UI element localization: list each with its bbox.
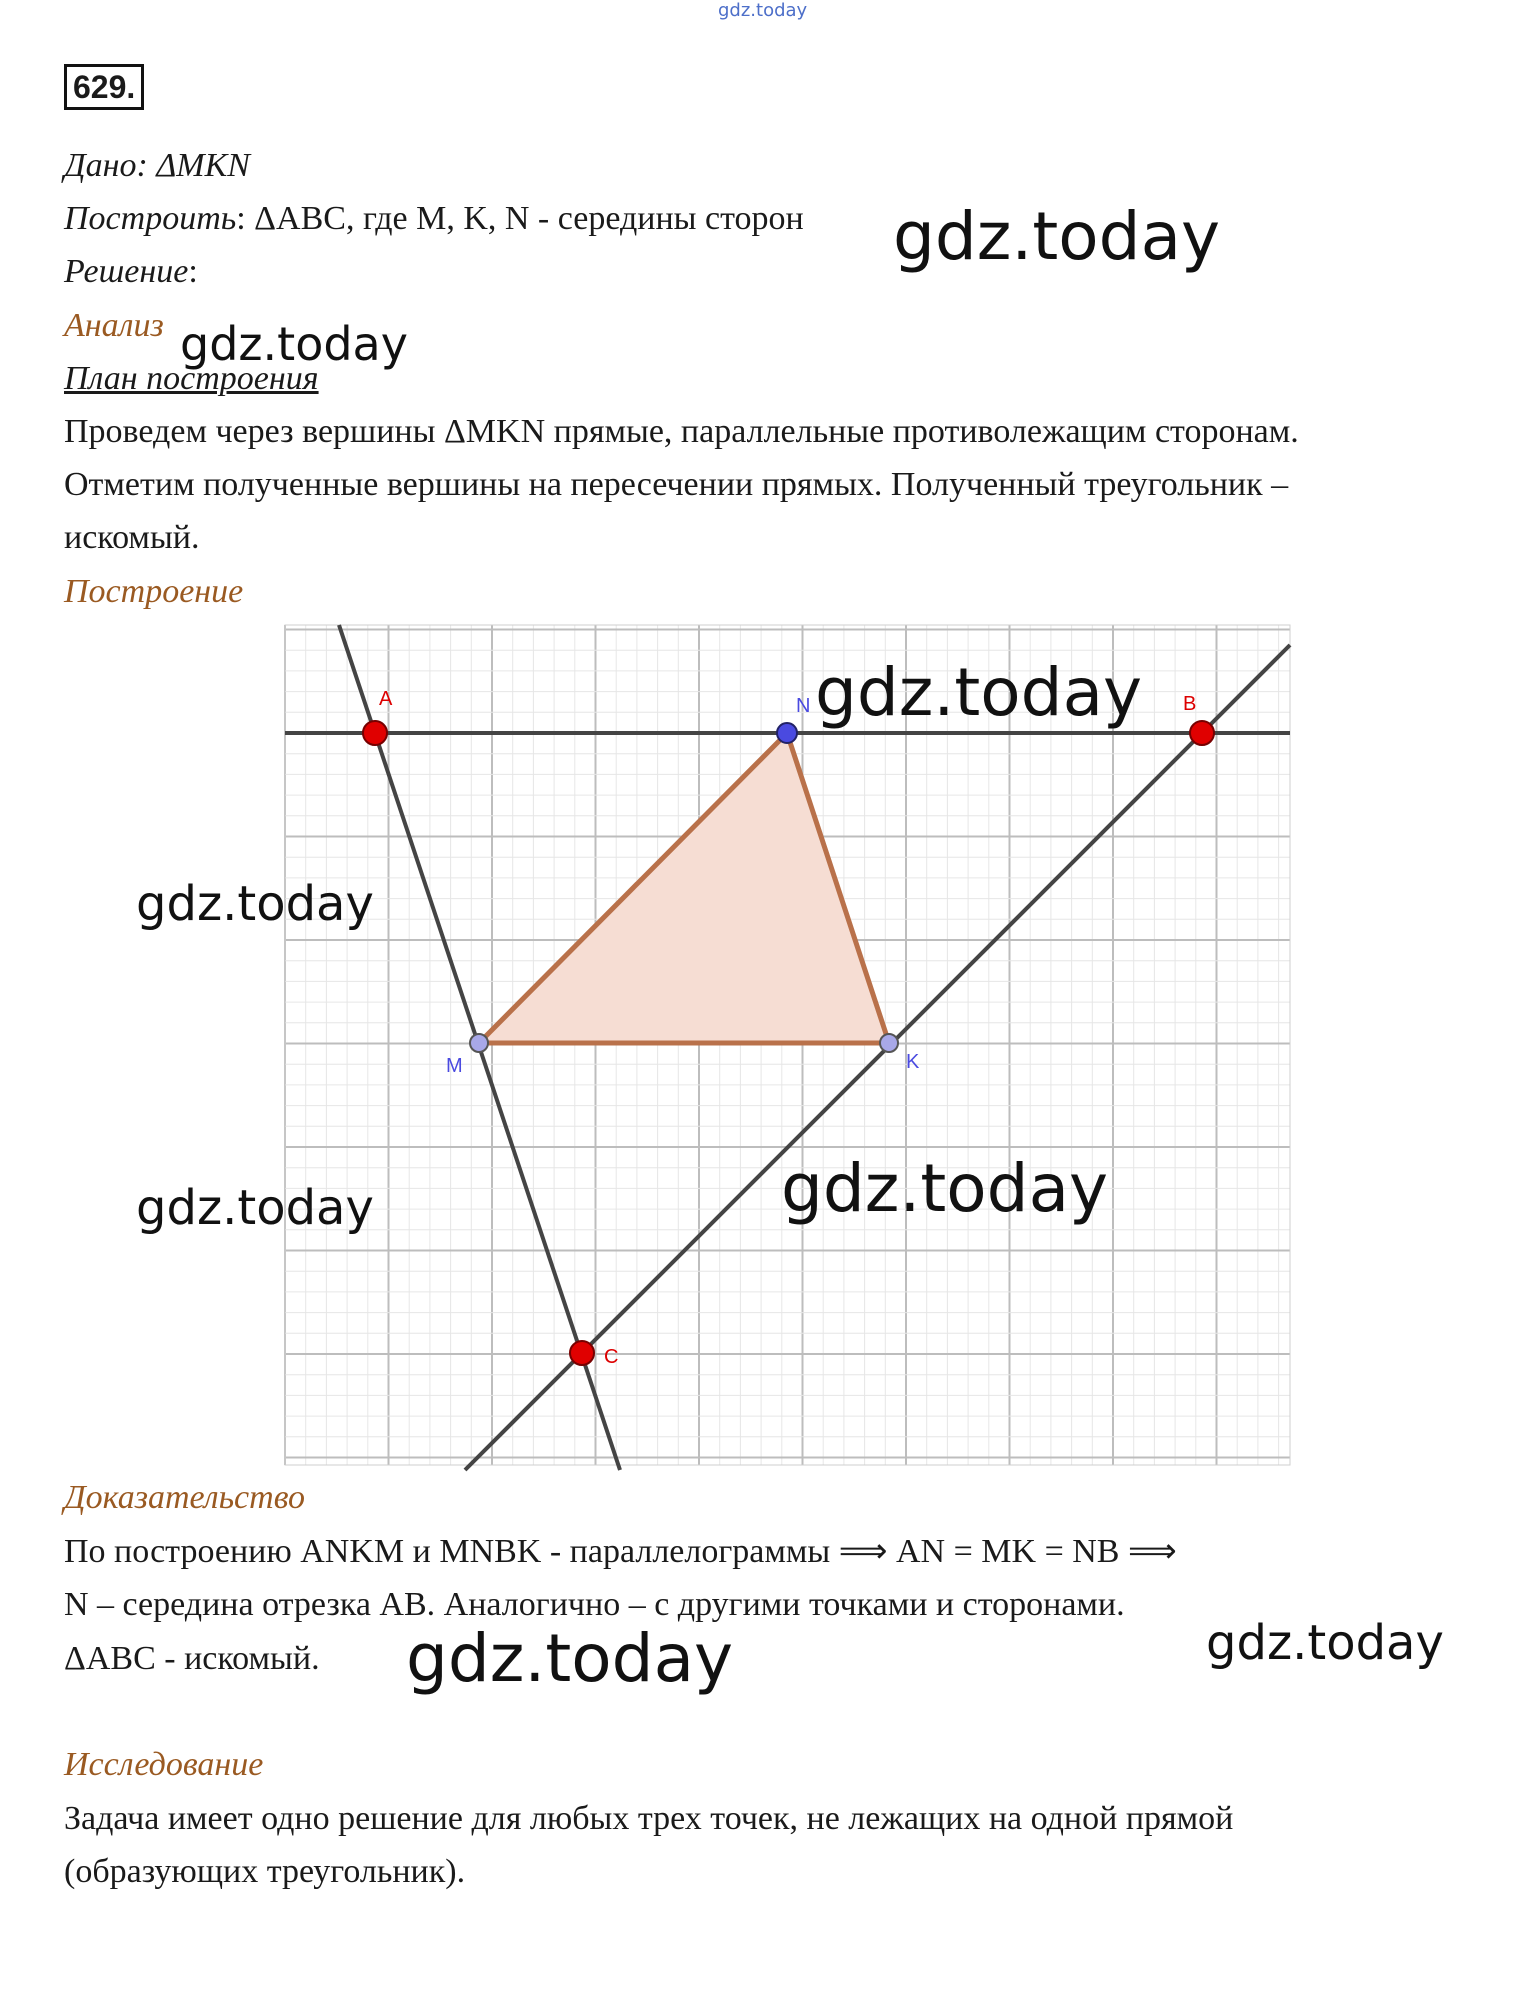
plan-text-line-1: Проведем через вершины ΔMKN прямые, параллельные противолежащим сторонам.	[64, 413, 1299, 450]
watermark: gdz.today	[136, 1180, 374, 1236]
given-label: Дано	[64, 147, 137, 184]
label-k: K	[906, 1051, 920, 1073]
proof-label: Доказательство	[64, 1479, 306, 1516]
watermark: gdz.today	[180, 317, 408, 371]
watermark: gdz.today	[136, 876, 374, 932]
research-text-line-2: (образующих треугольник).	[64, 1853, 466, 1890]
solution-colon: :	[188, 253, 198, 290]
point-a	[363, 721, 387, 745]
construct-label: Построить	[64, 200, 237, 237]
construction-label: Построение	[64, 573, 244, 610]
plan-label: План построения	[64, 360, 319, 397]
construct-value: : ΔABC, где M, K, N - середины сторон	[236, 200, 804, 237]
plan-text-line-2: Отметим полученные вершины на пересечении прямых. Полученный треугольник –	[64, 466, 1289, 503]
label-n: N	[796, 695, 811, 717]
proof-text-line-3: ΔABC - искомый.	[64, 1640, 320, 1677]
point-n	[777, 723, 797, 743]
label-m: M	[446, 1055, 463, 1077]
research-text-line-1: Задача имеет одно решение для любых трех точек, не лежащих на одной прямой	[64, 1800, 1234, 1837]
task-number: 629.	[64, 64, 144, 110]
solution-label: Решение	[64, 253, 189, 290]
watermark: gdz.today	[1206, 1615, 1444, 1671]
top-watermark: gdz.today	[718, 0, 808, 21]
watermark: gdz.today	[406, 1620, 734, 1697]
watermark: gdz.today	[893, 198, 1221, 275]
label-c: C	[604, 1346, 619, 1368]
label-b: B	[1183, 693, 1197, 715]
watermark: gdz.today	[815, 654, 1143, 731]
point-k	[880, 1034, 898, 1052]
given-value: : ΔMKN	[136, 147, 250, 184]
proof-text-line-2: N – середина отрезка AB. Аналогично – с другими точками и сторонами.	[64, 1586, 1125, 1623]
plan-text-line-3: искомый.	[64, 519, 200, 556]
point-c	[570, 1341, 594, 1365]
label-a: A	[379, 688, 393, 710]
point-b	[1190, 721, 1214, 745]
research-label: Исследование	[64, 1746, 264, 1783]
analysis-label: Анализ	[64, 307, 164, 344]
point-m	[470, 1034, 488, 1052]
watermark: gdz.today	[781, 1150, 1109, 1227]
triangle-mkn	[479, 733, 889, 1043]
proof-text-line-1: По построению ANKM и MNBK - параллелограммы ⟹ AN = MK = NB ⟹	[64, 1533, 1177, 1570]
